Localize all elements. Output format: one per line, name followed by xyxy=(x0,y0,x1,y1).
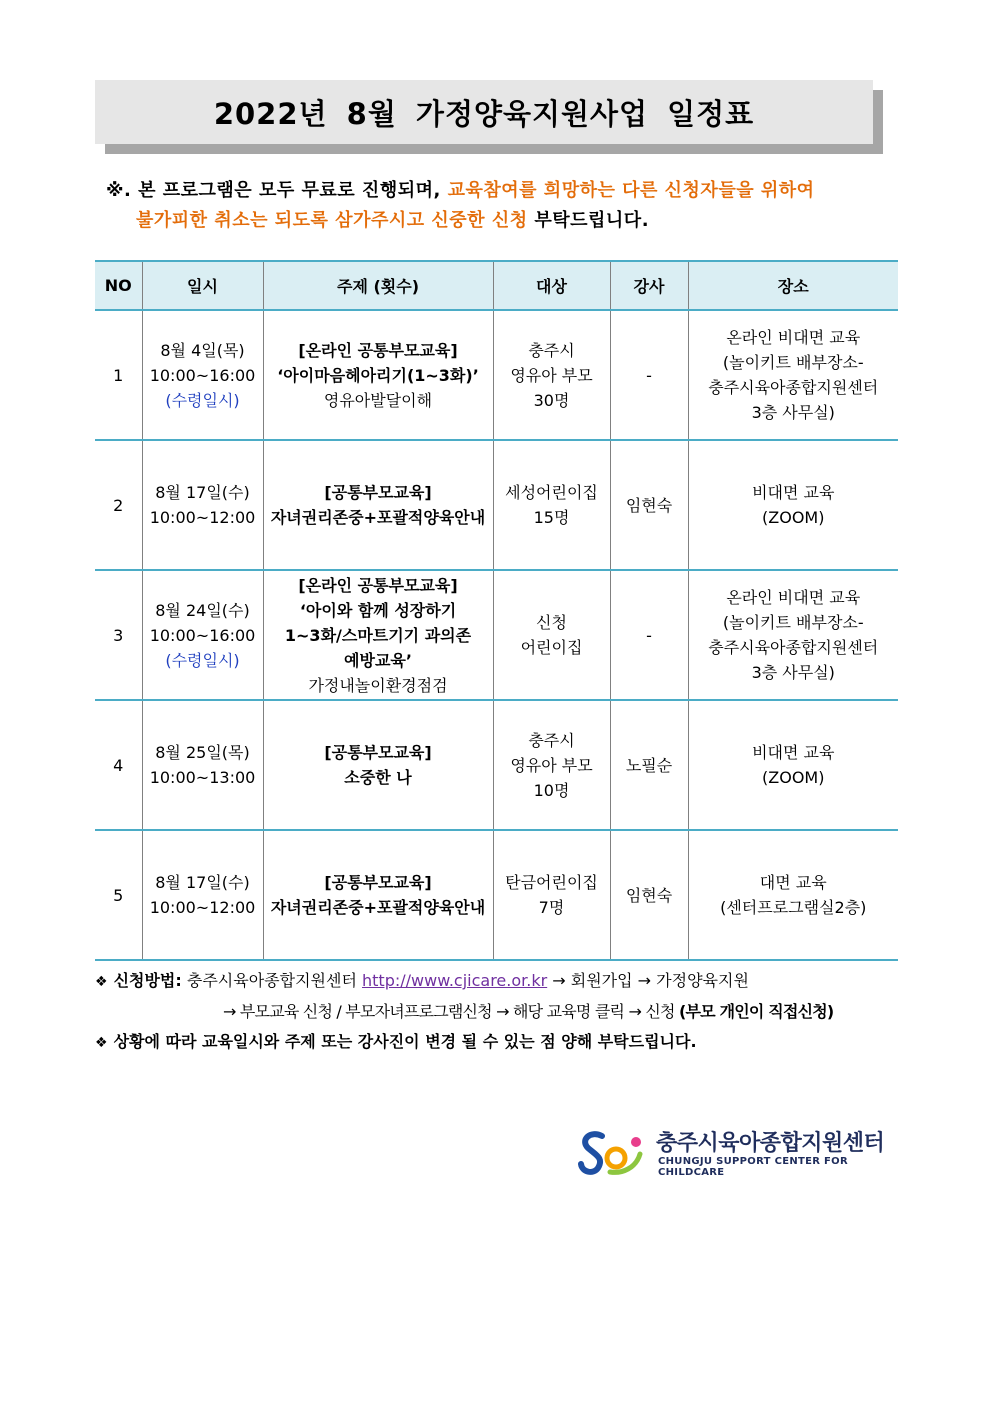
target-line: 세성어린이집 xyxy=(505,483,598,502)
table-row xyxy=(95,310,898,440)
cell-instructor: 임현숙 xyxy=(610,830,688,960)
cell-date xyxy=(142,570,263,700)
target-line: 충주시 xyxy=(528,340,575,360)
target-line: 영유아 부모 xyxy=(510,755,593,775)
cell-no: 2 xyxy=(95,440,142,570)
place-line: (놀이키트 배부장소- xyxy=(722,353,864,372)
date-time: 10:00~16:00 xyxy=(149,625,256,645)
table-row xyxy=(95,700,898,830)
center-name-korean: 충주시육아종합지원센터 xyxy=(656,1131,885,1156)
title-banner xyxy=(95,80,883,154)
cell-topic xyxy=(263,570,493,700)
place-line: (센터프로그램실2층) xyxy=(720,898,867,917)
page-title: 2022년 8월 가정양육지원사업 일정표 xyxy=(95,80,873,144)
place-line: (ZOOM) xyxy=(762,508,825,527)
apply-line-2-bold: (부모 개인이 직접신청) xyxy=(678,1002,834,1021)
notice-prefix: ※. 본 프로그램은 모두 무료로 진행되며, xyxy=(106,180,448,201)
place-line: 충주시육아종합지원센터 xyxy=(708,638,879,657)
cell-target xyxy=(493,440,610,570)
table-row xyxy=(95,570,898,700)
notice xyxy=(106,176,906,236)
change-notice-text: 상황에 따라 교육일시와 주제 또는 강사진이 변경 될 수 있는 점 양해 부탁드립니다. xyxy=(113,1032,697,1051)
notice-highlight-2: 불가피한 취소는 되도록 삼가주시고 신중한 신청 xyxy=(136,210,528,231)
place-line: 대면 교육 xyxy=(759,873,827,892)
target-line: 신청 xyxy=(536,613,567,632)
target-line: 영유아 부모 xyxy=(510,365,593,385)
schedule-table xyxy=(95,260,898,961)
notice-suffix: 부탁드립니다. xyxy=(527,210,650,231)
cell-instructor: - xyxy=(610,310,688,440)
date-date: 8월 4일(목) xyxy=(160,340,245,360)
notice-line-2 xyxy=(106,206,906,236)
target-line: 30명 xyxy=(533,390,570,410)
topic-title-line: 자녀권리존중+포괄적양육안내 xyxy=(270,898,486,917)
header-place: 장소 xyxy=(688,261,898,310)
cell-no: 5 xyxy=(95,830,142,960)
apply-label: 신청방법: xyxy=(113,971,182,990)
apply-text-1: 충주시육아종합지원센터 xyxy=(186,971,357,990)
cell-no: 3 xyxy=(95,570,142,700)
topic-title-line: [공통부모교육] xyxy=(324,873,432,892)
cell-date xyxy=(142,830,263,960)
notice-highlight-1: 교육참여를 희망하는 다른 신청자들을 위하여 xyxy=(447,180,815,201)
target-line: 15명 xyxy=(533,508,570,527)
cell-no: 4 xyxy=(95,700,142,830)
table-header-row xyxy=(95,261,898,310)
header-date: 일시 xyxy=(142,261,263,310)
topic-title-line: [온라인 공통부모교육] xyxy=(298,340,458,360)
place-line: 3층 사무실) xyxy=(751,403,835,422)
cell-target xyxy=(493,310,610,440)
place-line: 충주시육아종합지원센터 xyxy=(708,378,879,397)
center-logo xyxy=(578,1126,898,1176)
cell-target xyxy=(493,570,610,700)
topic-title-line: [온라인 공통부모교육] xyxy=(298,575,458,595)
header-no: NO xyxy=(95,261,142,310)
date-note: (수령일시) xyxy=(165,650,240,670)
header-instructor: 강사 xyxy=(610,261,688,310)
target-line: 7명 xyxy=(538,898,565,917)
topic-title-line: 예방교육’ xyxy=(344,650,412,670)
cell-instructor: - xyxy=(610,570,688,700)
place-line: 비대면 교육 xyxy=(752,483,835,502)
diamond-bullet-icon: ❖ xyxy=(95,1035,108,1051)
topic-title-line: [공통부모교육] xyxy=(324,483,432,502)
date-date: 8월 25일(목) xyxy=(155,743,250,762)
date-date: 8월 17일(수) xyxy=(155,873,250,892)
place-line: (놀이키트 배부장소- xyxy=(722,613,864,632)
date-date: 8월 24일(수) xyxy=(155,600,250,620)
place-line: 3층 사무실) xyxy=(751,663,835,682)
notice-line-1 xyxy=(106,176,906,206)
topic-title-line: 1~3화/스마트기기 과의존 xyxy=(284,625,472,645)
cell-target xyxy=(493,830,610,960)
date-time: 10:00~13:00 xyxy=(149,768,256,787)
target-line: 탄금어린이집 xyxy=(505,873,598,892)
place-line: 온라인 비대면 교육 xyxy=(726,588,861,607)
date-time: 10:00~16:00 xyxy=(149,365,256,385)
table-row xyxy=(95,440,898,570)
table-row xyxy=(95,830,898,960)
date-time: 10:00~12:00 xyxy=(149,898,256,917)
target-line: 어린이집 xyxy=(520,638,583,657)
change-notice xyxy=(95,1027,905,1058)
cell-target xyxy=(493,700,610,830)
apply-method xyxy=(95,966,905,997)
cell-topic xyxy=(263,830,493,960)
apply-method-line-2 xyxy=(95,997,905,1027)
cell-date xyxy=(142,700,263,830)
target-line: 충주시 xyxy=(528,730,575,750)
footnotes xyxy=(95,966,905,1058)
topic-subtitle-line: 가정내놀이환경점검 xyxy=(308,675,448,695)
cell-date xyxy=(142,440,263,570)
header-topic: 주제 (횟수) xyxy=(263,261,493,310)
cell-topic xyxy=(263,440,493,570)
cell-instructor: 노필순 xyxy=(610,700,688,830)
date-time: 10:00~12:00 xyxy=(149,508,256,527)
diamond-bullet-icon: ❖ xyxy=(95,974,108,990)
date-date: 8월 17일(수) xyxy=(155,483,250,502)
apply-line-2: → 부모교육 신청 / 부모자녀프로그램신청 → 해당 교육명 클릭 → 신청 xyxy=(223,1002,675,1021)
target-line: 10명 xyxy=(533,780,570,800)
topic-title-line: 소중한 나 xyxy=(344,768,412,787)
date-note: (수령일시) xyxy=(165,390,240,410)
cell-instructor: 임현숙 xyxy=(610,440,688,570)
topic-title-line: [공통부모교육] xyxy=(324,743,432,762)
center-name-english: CHUNGJU SUPPORT CENTER FOR CHILDCARE xyxy=(658,1156,848,1178)
cell-no: 1 xyxy=(95,310,142,440)
cell-place xyxy=(688,830,898,960)
cell-date xyxy=(142,310,263,440)
place-line: (ZOOM) xyxy=(762,768,825,787)
place-line: 비대면 교육 xyxy=(752,743,835,762)
topic-title-line: ‘아이마음헤아리기(1~3화)’ xyxy=(277,365,479,385)
center-logo-icon xyxy=(578,1128,650,1176)
center-website-link[interactable]: http://www.cjicare.or.kr xyxy=(362,971,548,990)
cell-topic xyxy=(263,310,493,440)
cell-place xyxy=(688,310,898,440)
topic-subtitle-line: 영유아발달이해 xyxy=(323,390,433,410)
topic-title-line: 자녀권리존중+포괄적양육안내 xyxy=(270,508,486,527)
cell-place xyxy=(688,570,898,700)
place-line: 온라인 비대면 교육 xyxy=(726,328,861,347)
header-target: 대상 xyxy=(493,261,610,310)
cell-place xyxy=(688,700,898,830)
topic-title-line: ‘아이와 함께 성장하기 xyxy=(299,600,457,620)
apply-text-2: → 회원가입 → 가정양육지원 xyxy=(552,971,749,990)
cell-topic xyxy=(263,700,493,830)
cell-place xyxy=(688,440,898,570)
